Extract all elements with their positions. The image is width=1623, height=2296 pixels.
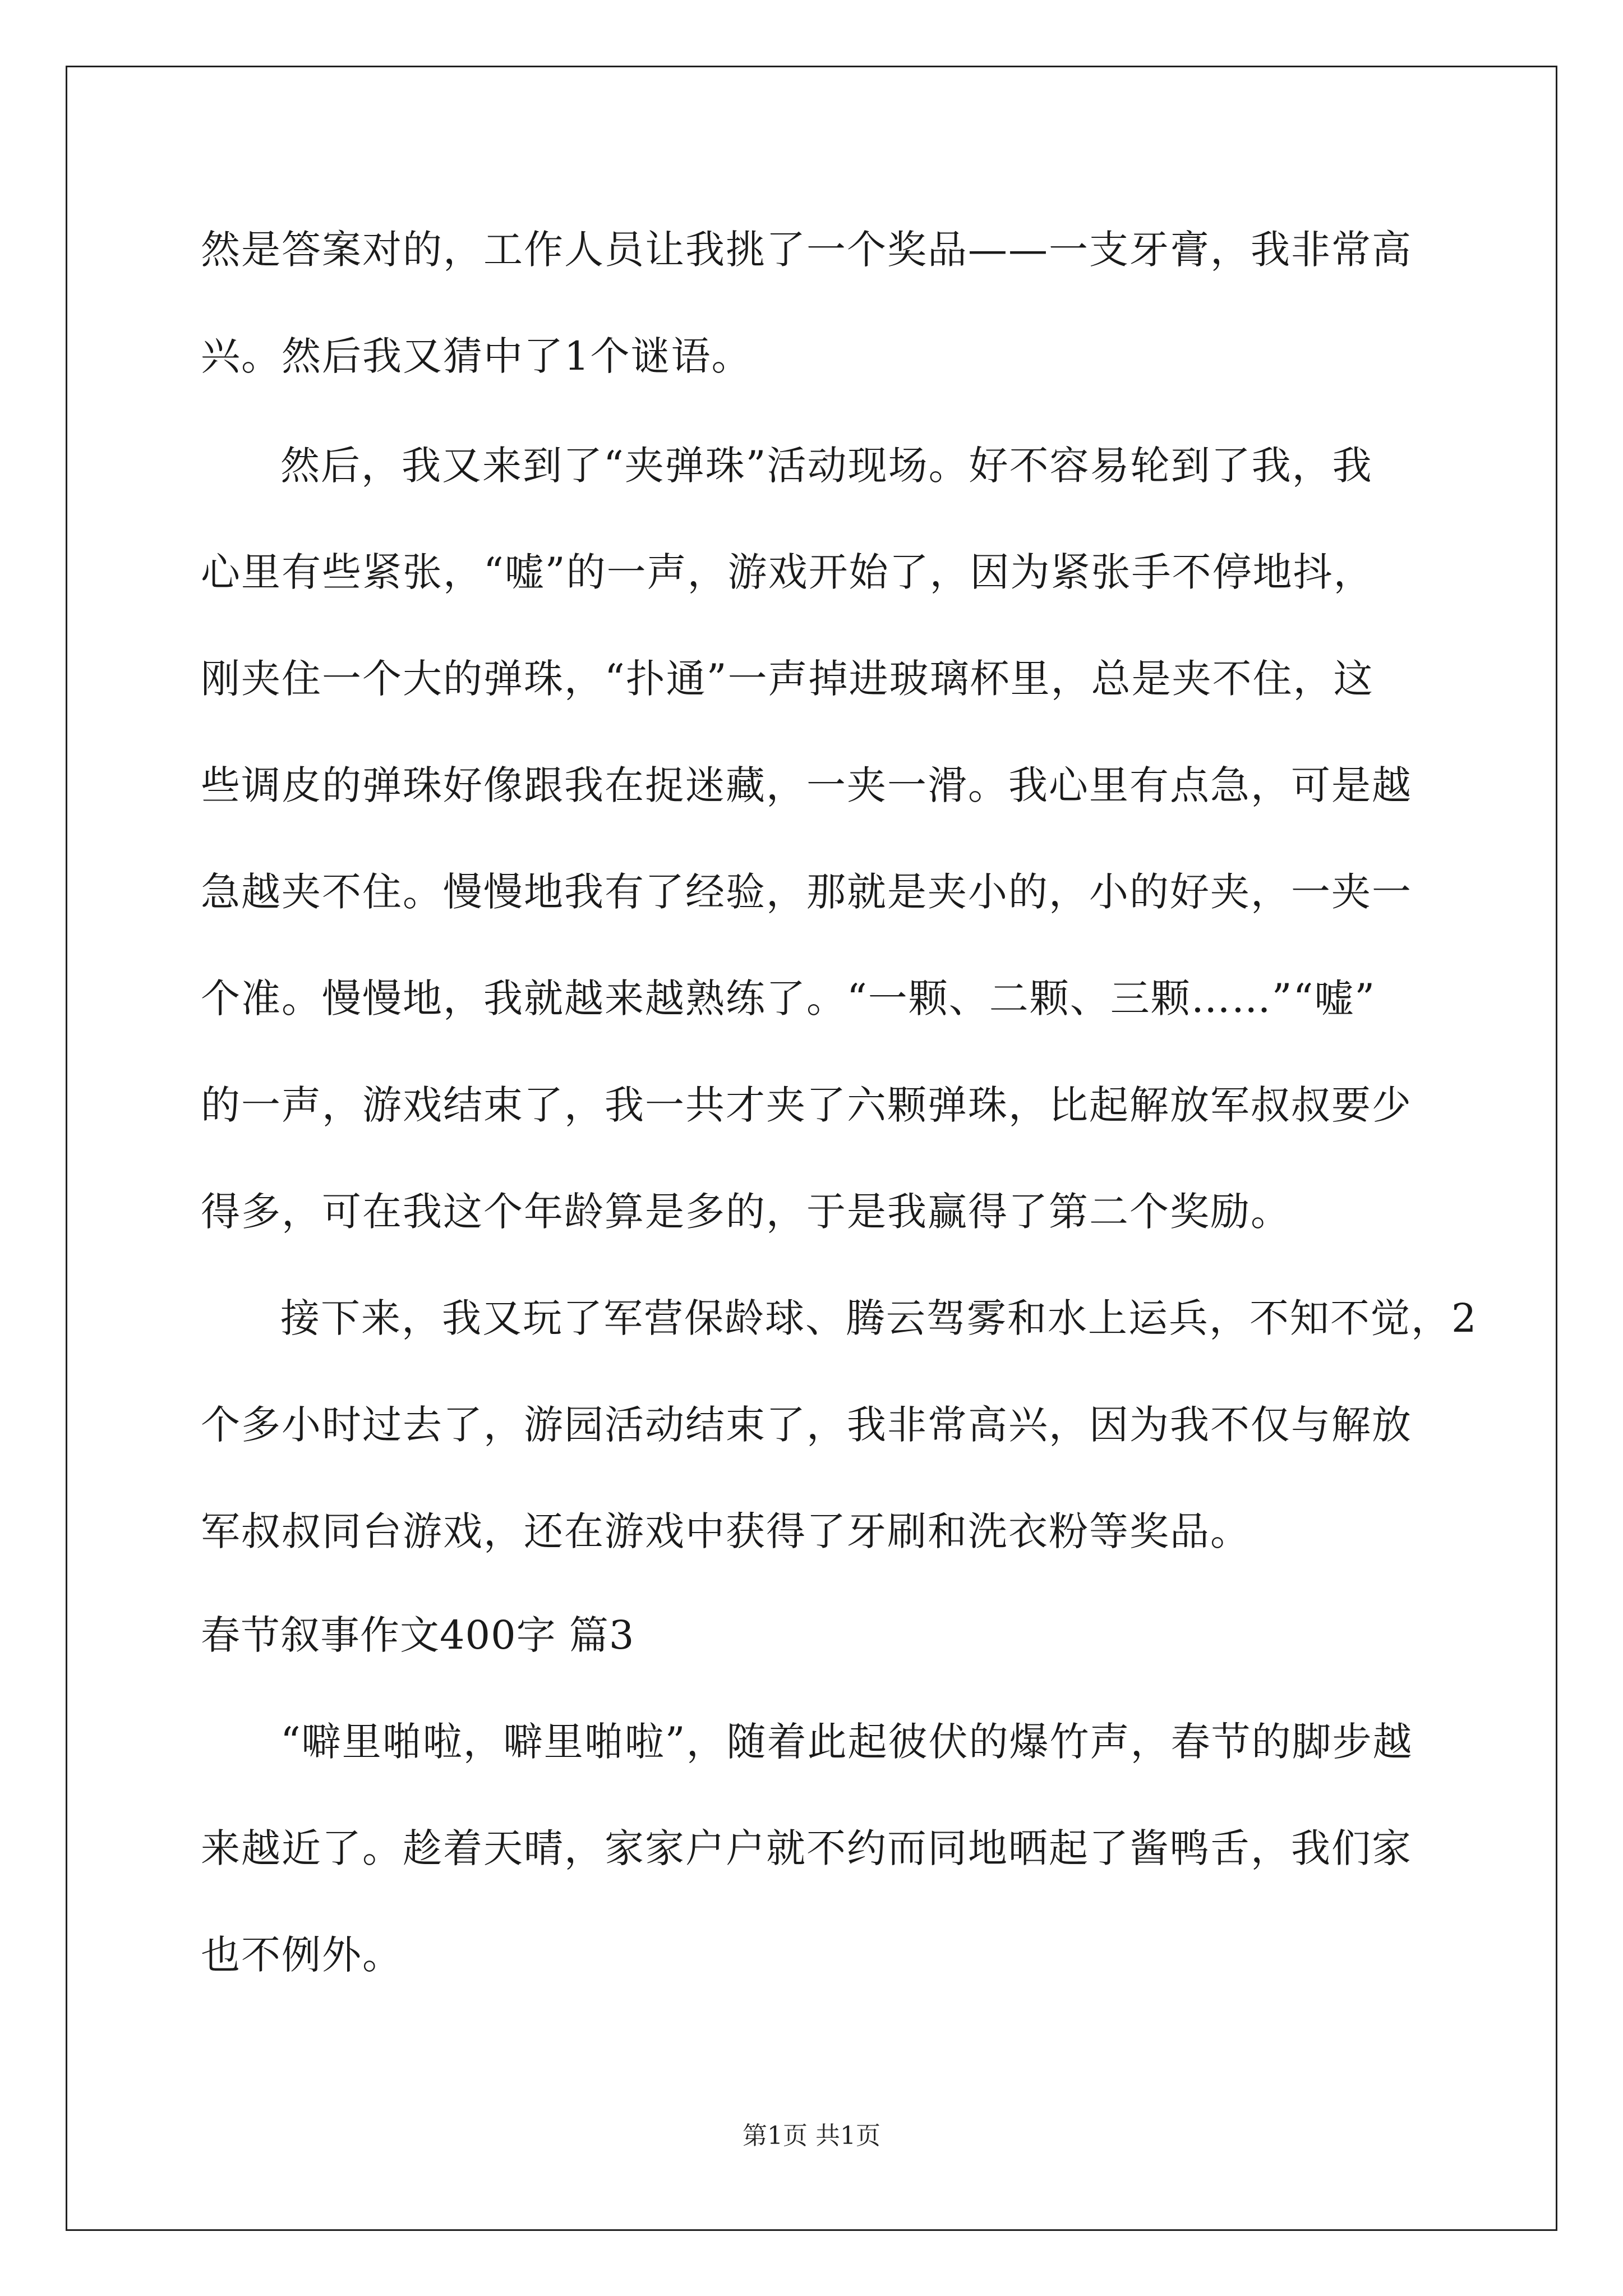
paragraph-start-line: 接下来，我又玩了军营保龄球、腾云驾雾和水上运兵，不知不觉，2	[280, 1295, 1478, 1341]
page-border	[66, 66, 1557, 2231]
body-line: 个多小时过去了，游园活动结束了，我非常高兴，因为我不仅与解放	[201, 1402, 1412, 1448]
body-line: 个准。慢慢地，我就越来越熟练了。“一颗、二颗、三颗……”“嘘”	[201, 976, 1376, 1022]
body-line: 的一声，游戏结束了，我一共才夹了六颗弹珠，比起解放军叔叔要少	[201, 1082, 1412, 1128]
section-heading: 春节叙事作文400字 篇3	[201, 1612, 635, 1658]
body-line: 也不例外。	[201, 1932, 403, 1978]
body-line: 心里有些紧张，“嘘”的一声，游戏开始了，因为紧张手不停地抖，	[201, 549, 1374, 595]
body-line: 然是答案对的，工作人员让我挑了一个奖品——一支牙膏，我非常高	[201, 227, 1412, 273]
paragraph-start-line: 然后，我又来到了“夹弹珠”活动现场。好不容易轮到了我，我	[280, 443, 1373, 489]
body-line: 兴。然后我又猜中了1个谜语。	[201, 333, 752, 379]
page-number-footer: 第1页 共1页	[743, 2122, 880, 2150]
body-line: 军叔叔同台游戏，还在游戏中获得了牙刷和洗衣粉等奖品。	[201, 1508, 1251, 1554]
body-line: 得多，可在我这个年龄算是多的，于是我赢得了第二个奖励。	[201, 1189, 1291, 1235]
paragraph-start-line: “噼里啪啦，噼里啪啦”，随着此起彼伏的爆竹声，春节的脚步越	[280, 1719, 1413, 1765]
body-line: 刚夹住一个大的弹珠，“扑通”一声掉进玻璃杯里，总是夹不住，这	[201, 656, 1374, 702]
body-line: 来越近了。趁着天晴，家家户户就不约而同地晒起了酱鸭舌，我们家	[201, 1825, 1412, 1871]
body-line: 些调皮的弹珠好像跟我在捉迷藏，一夹一滑。我心里有点急，可是越	[201, 762, 1412, 808]
body-line: 急越夹不住。慢慢地我有了经验，那就是夹小的，小的好夹，一夹一	[201, 869, 1412, 915]
